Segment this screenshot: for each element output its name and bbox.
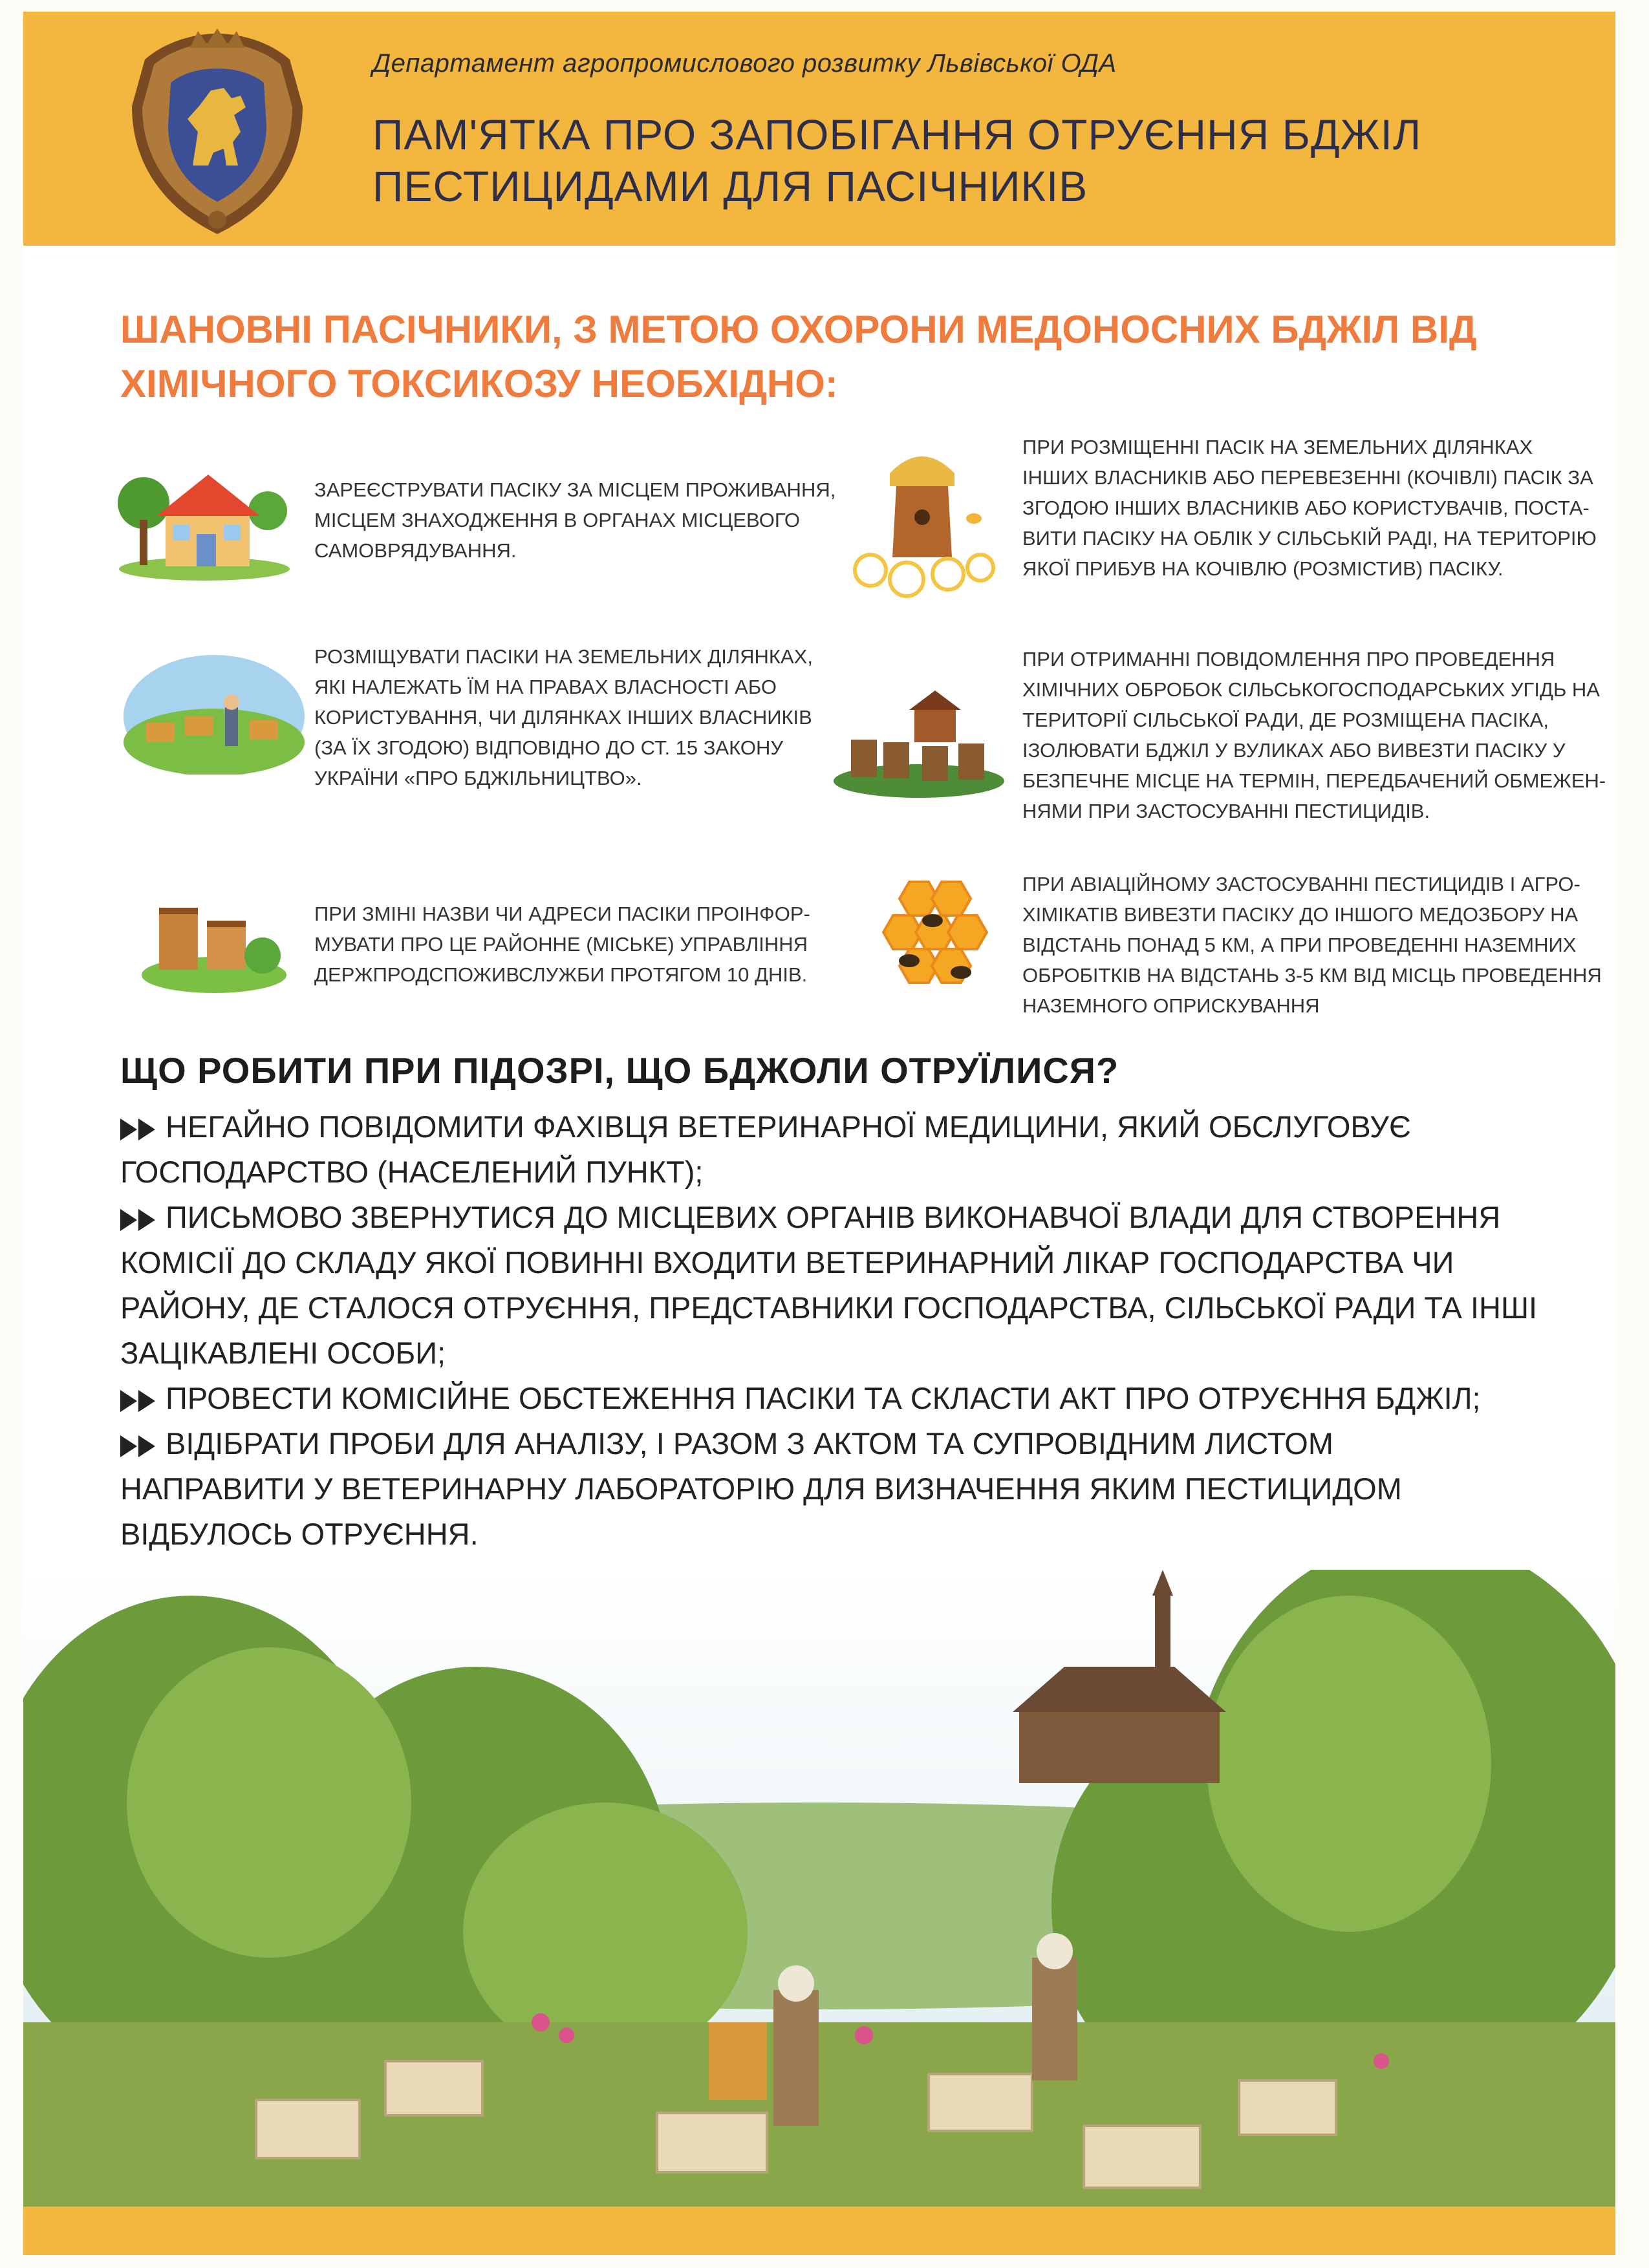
bullet-line: НАПРАВИТИ У ВЕТЕРИНАРНУ ЛАБОРАТОРІЮ ДЛЯ ВИЗНАЧЕННЯ ЯКИМ ПЕСТИЦИДОМ — [120, 1471, 1402, 1506]
list-item — [114, 445, 836, 587]
list-item — [832, 432, 1608, 613]
honeycomb-bees-icon — [870, 875, 1000, 1018]
leaflet-page — [23, 12, 1615, 2255]
double-arrow-icon — [120, 1118, 156, 1140]
item-text — [1022, 869, 1602, 1021]
intro-heading — [120, 303, 1543, 411]
lviv-coat-of-arms-icon — [120, 28, 314, 242]
text-line: ДЕРЖПРОДСПОЖИВСЛУЖБИ ПРОТЯГОМ 10 ДНІВ. — [314, 963, 808, 986]
title-line: ПАМ'ЯТКА ПРО ЗАПОБІГАННЯ ОТРУЄННЯ БДЖІЛ — [372, 111, 1422, 158]
bullet-line: РАЙОНУ, ДЕ СТАЛОСЯ ОТРУЄННЯ, ПРЕДСТАВНИКИ ГОСПОДАРСТВА, СІЛЬСЬКОЇ РАДИ ТА ІНШІ — [120, 1290, 1538, 1325]
list-item — [114, 632, 825, 800]
section-heading: ЩО РОБИТИ ПРИ ПІДОЗРІ, ЩО БДЖОЛИ ОТРУЇЛИСЯ? — [120, 1050, 1119, 1091]
text-line: УКРАЇНИ «ПРО БДЖІЛЬНИЦТВО». — [314, 767, 642, 789]
bullet-line: КОМІСІЇ ДО СКЛАДУ ЯКОЇ ПОВИННІ ВХОДИТИ ВЕТЕРИНАРНИЙ ЛІКАР ГОСПОДАРСТВА ЧИ — [120, 1245, 1454, 1279]
item-text — [314, 475, 835, 566]
bullet-line: ПРОВЕСТИ КОМІСІЙНЕ ОБСТЕЖЕННЯ ПАСІКИ ТА СКЛАСТИ АКТ ПРО ОТРУЄННЯ БДЖІЛ; — [166, 1381, 1481, 1415]
beehive-flowers-icon — [845, 441, 1000, 609]
text-line: ЯКІ НАЛЕЖАТЬ ЇМ НА ПРАВАХ ВЛАСНОСТІ АБО — [314, 676, 777, 698]
apiary-field-icon — [120, 645, 308, 775]
text-line: НАЗЕМНОГО ОПРИСКУВАННЯ — [1022, 994, 1320, 1017]
text-line: ТЕРИТОРІЇ СІЛЬСЬКОЇ РАДИ, ДЕ РОЗМІЩЕНА ПАСІКА, — [1022, 709, 1549, 731]
list-item — [832, 632, 1608, 846]
text-line: ПРИ АВІАЦІЙНОМУ ЗАСТОСУВАННІ ПЕСТИЦИДІВ І АГРО- — [1022, 873, 1580, 895]
department-name: Департамент агропромислового розвитку Львівської ОДА — [372, 49, 1117, 78]
text-line: ПРИ ОТРИМАННІ ПОВІДОМЛЕННЯ ПРО ПРОВЕДЕННЯ — [1022, 648, 1555, 670]
bullet-item — [120, 1376, 1575, 1421]
text-line: МУВАТИ ПРО ЦЕ РАЙОННЕ (МІСЬКЕ) УПРАВЛІННЯ — [314, 933, 808, 956]
text-line: ЗГОДОЮ ІНШИХ ВЛАСНИКІВ АБО КОРИСТУВАЧІВ, ПОСТА- — [1022, 497, 1590, 519]
item-text — [314, 899, 810, 990]
house-icon — [114, 458, 295, 581]
text-line: МІСЦЕМ ЗНАХОДЖЕННЯ В ОРГАНАХ МІСЦЕВОГО — [314, 509, 800, 531]
footer-banner — [23, 2207, 1615, 2255]
bullet-list — [120, 1104, 1575, 1557]
text-line: ЗАРЕЄСТРУВАТИ ПАСІКУ ЗА МІСЦЕМ ПРОЖИВАННЯ, — [314, 478, 836, 501]
double-arrow-icon — [120, 1209, 156, 1231]
text-line: ОБРОБІТКІВ НА ВІДСТАНЬ 3-5 КМ ВІД МІСЦЬ ПРОВЕДЕННЯ — [1022, 964, 1602, 987]
list-item — [114, 884, 825, 1007]
bullet-line: ЗАЦІКАВЛЕНІ ОСОБИ; — [120, 1336, 446, 1370]
text-line: ВИТИ ПАСІКУ НА ОБЛІК У СІЛЬСЬКІЙ РАДІ, НА ТЕРИТОРІЮ — [1022, 527, 1597, 550]
text-line: БЕЗПЕЧНЕ МІСЦЕ НА ТЕРМІН, ПЕРЕДБАЧЕНИЙ ОБМЕЖЕН- — [1022, 769, 1606, 792]
double-arrow-icon — [120, 1390, 156, 1412]
bullet-item — [120, 1421, 1575, 1557]
bullet-line: ВІДБУЛОСЬ ОТРУЄННЯ. — [120, 1517, 479, 1551]
text-line: ІЗОЛЮВАТИ БДЖІЛ У ВУЛИКАХ АБО ВИВЕЗТИ ПАСІКУ У — [1022, 739, 1566, 762]
bullet-line: ПИСЬМОВО ЗВЕРНУТИСЯ ДО МІСЦЕВИХ ОРГАНІВ ВИКОНАВЧОЇ ВЛАДИ ДЛЯ СТВОРЕННЯ — [166, 1200, 1501, 1234]
list-item — [832, 859, 1608, 1033]
item-text — [1022, 432, 1597, 584]
page-title — [372, 109, 1421, 212]
title-line: ПЕСТИЦИДАМИ ДЛЯ ПАСІЧНИКІВ — [372, 162, 1088, 210]
bullet-line: ВІДІБРАТИ ПРОБИ ДЛЯ АНАЛІЗУ, І РАЗОМ З АКТОМ ТА СУПРОВІДНИМ ЛИСТОМ — [166, 1426, 1333, 1460]
text-line: КОРИСТУВАННЯ, ЧИ ДІЛЯНКАХ ІНШИХ ВЛАСНИКІВ — [314, 706, 812, 729]
text-line: ІНШИХ ВЛАСНИКІВ АБО ПЕРЕВЕЗЕННІ (КОЧІВЛІ) ПАСІК ЗА — [1022, 466, 1593, 489]
text-line: САМОВРЯДУВАННЯ. — [314, 539, 517, 562]
item-text — [1022, 644, 1606, 826]
text-line: РОЗМІЩУВАТИ ПАСІКИ НА ЗЕМЕЛЬНИХ ДІЛЯНКАХ, — [314, 645, 813, 668]
text-line: ХІМІКАТІВ ВИВЕЗТИ ПАСІКУ ДО ІНШОГО МЕДОЗБОРУ НА — [1022, 903, 1579, 926]
text-line: ВІДСТАНЬ ПОНАД 5 КМ, А ПРИ ПРОВЕДЕННІ НАЗЕМНИХ — [1022, 934, 1577, 956]
text-line: ЯКОЇ ПРИБУВ НА КОЧІВЛЮ (РОЗМІСТИВ) ПАСІКУ. — [1022, 557, 1503, 580]
hives-house-icon — [832, 684, 1006, 800]
apiary-landscape-illustration — [23, 1570, 1615, 2255]
bullet-line: ГОСПОДАРСТВО (НАСЕЛЕНИЙ ПУНКТ); — [120, 1155, 704, 1189]
beehives-icon — [140, 897, 288, 994]
text-line: ПРИ РОЗМІЩЕННІ ПАСІК НА ЗЕМЕЛЬНИХ ДІЛЯНКАХ — [1022, 436, 1533, 458]
item-text — [314, 641, 813, 793]
text-line: НЯМИ ПРИ ЗАСТОСУВАННІ ПЕСТИЦИДІВ. — [1022, 800, 1430, 822]
header-banner — [23, 12, 1615, 246]
text-line: (ЗА ЇХ ЗГОДОЮ) ВІДПОВІДНО ДО СТ. 15 ЗАКОНУ — [314, 736, 784, 759]
text-line: ПРИ ЗМІНІ НАЗВИ ЧИ АДРЕСИ ПАСІКИ ПРОІНФОР- — [314, 903, 810, 925]
double-arrow-icon — [120, 1435, 156, 1457]
bullet-item — [120, 1104, 1575, 1195]
bullet-line: НЕГАЙНО ПОВІДОМИТИ ФАХІВЦЯ ВЕТЕРИНАРНОЇ МЕДИЦИНИ, ЯКИЙ ОБСЛУГОВУЄ — [166, 1109, 1411, 1144]
intro-line: ХІМІЧНОГО ТОКСИКОЗУ НЕОБХІДНО: — [120, 362, 838, 405]
bullet-item — [120, 1195, 1575, 1376]
text-line: ХІМІЧНИХ ОБРОБОК СІЛЬСЬКОГОСПОДАРСЬКИХ УГІДЬ НА — [1022, 678, 1600, 701]
intro-line: ШАНОВНІ ПАСІЧНИКИ, З МЕТОЮ ОХОРОНИ МЕДОНОСНИХ БДЖІЛ ВІД — [120, 308, 1477, 351]
